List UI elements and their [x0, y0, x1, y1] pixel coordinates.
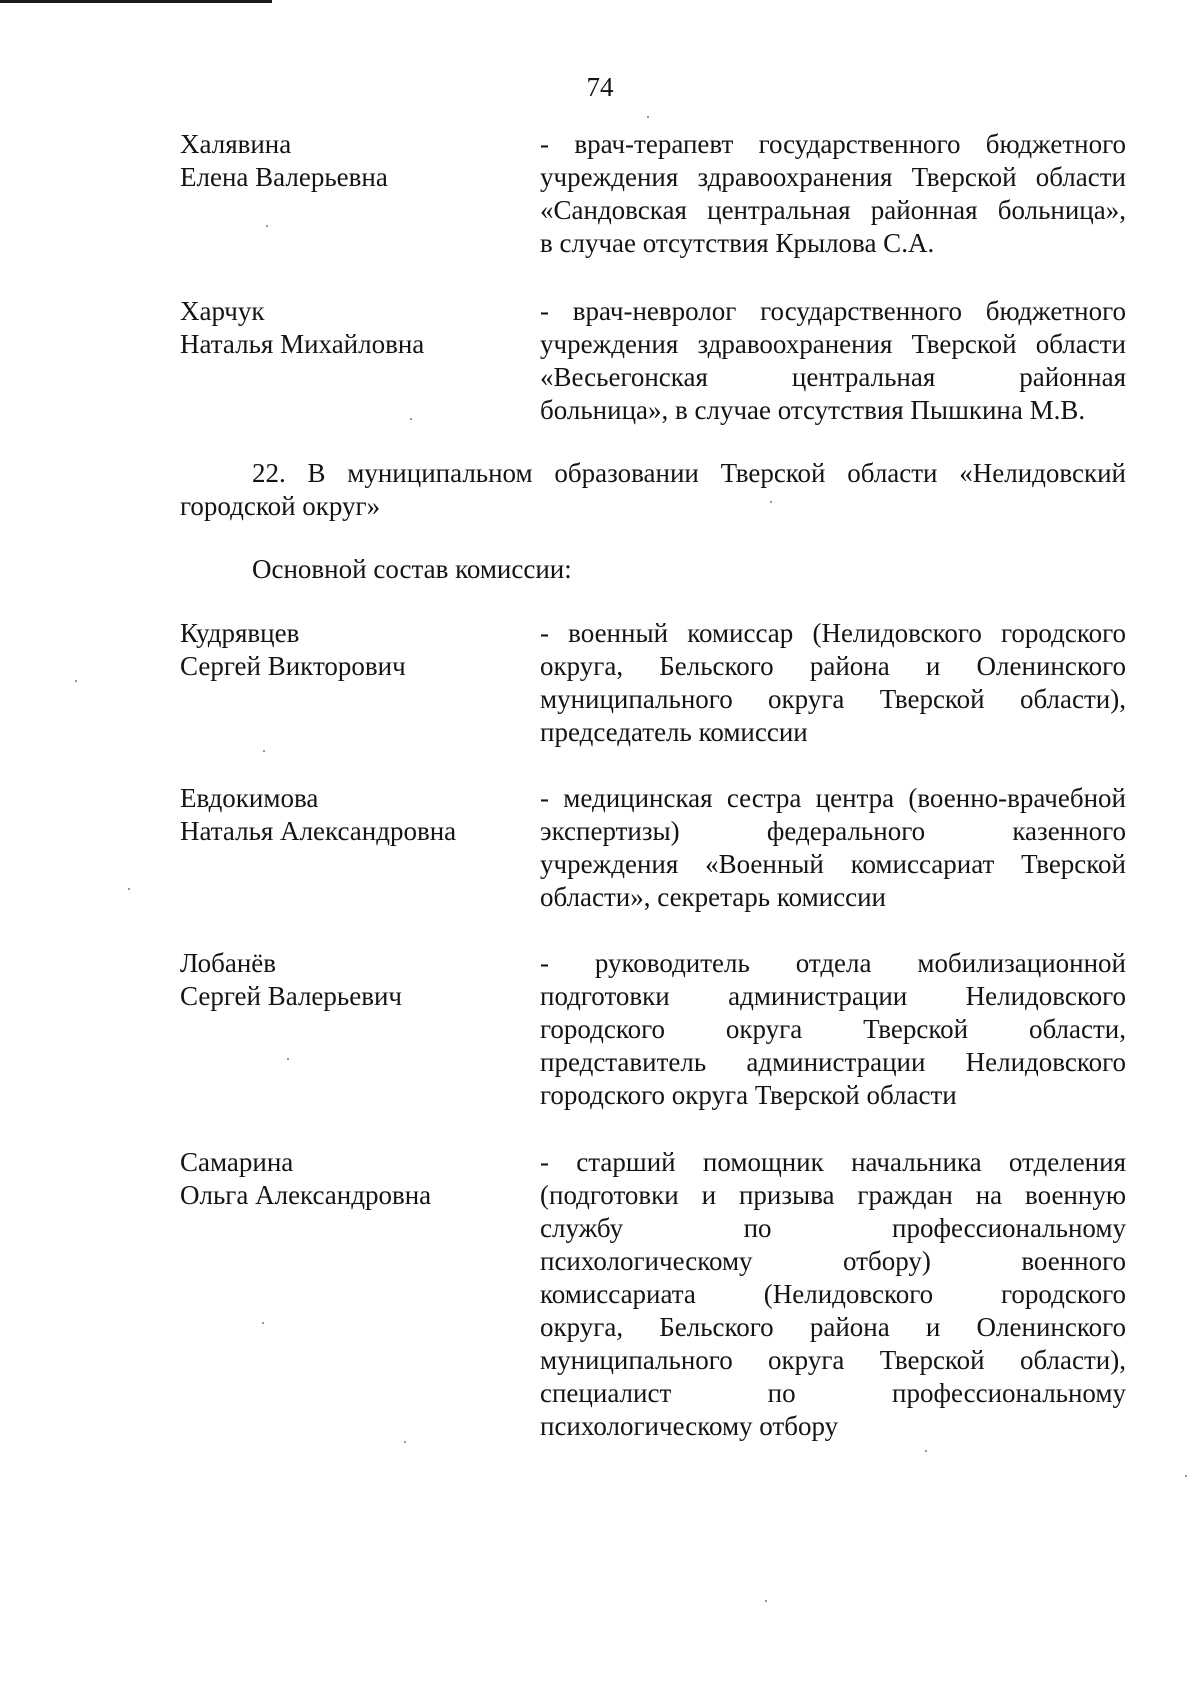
member-name — [180, 128, 388, 194]
member-name — [180, 1146, 431, 1212]
description-line: муниципального округа Тверской области), — [540, 684, 1126, 714]
member-given-names: Наталья Михайловна — [180, 329, 425, 359]
description-line: - руководитель отдела мобилизационной — [540, 948, 1126, 978]
description-line: председатель комиссии — [540, 717, 808, 747]
scan-speck — [770, 501, 772, 503]
description-line: - врач-невролог государственного бюджетного — [540, 296, 1126, 326]
section-heading-line: городской округ» — [180, 491, 381, 521]
member-surname: Кудрявцев — [180, 618, 300, 648]
scan-edge-line — [0, 0, 272, 3]
member-name — [180, 947, 402, 1013]
description-line: подготовки администрации Нелидовского — [540, 981, 1126, 1011]
member-description — [540, 947, 1126, 1112]
member-surname: Лобанёв — [180, 948, 277, 978]
description-line: службу по профессиональному — [540, 1213, 1126, 1243]
member-given-names: Ольга Александровна — [180, 1180, 432, 1210]
member-surname: Самарина — [180, 1147, 294, 1177]
description-line: учреждения здравоохранения Тверской области — [540, 162, 1126, 192]
scan-speck — [410, 418, 412, 420]
description-line: округа, Бельского района и Оленинского — [540, 651, 1126, 681]
description-line: экспертизы) федерального казенного — [540, 816, 1126, 846]
member-name — [180, 295, 424, 361]
description-line: округа, Бельского района и Оленинского — [540, 1312, 1126, 1342]
description-line: «Весьегонская центральная районная — [540, 362, 1126, 392]
description-line: - медицинская сестра центра (военно-врачебной — [540, 783, 1126, 813]
scan-speck — [287, 1058, 289, 1060]
scan-speck — [266, 225, 268, 227]
description-line: представитель администрации Нелидовского — [540, 1047, 1126, 1077]
member-description — [540, 1146, 1126, 1443]
description-line: городского округа Тверской области, — [540, 1014, 1126, 1044]
description-line: учреждения здравоохранения Тверской области — [540, 329, 1126, 359]
description-line: в случае отсутствия Крылова С.А. — [540, 228, 935, 258]
member-given-names: Елена Валерьевна — [180, 162, 388, 192]
section-heading-line: 22. В муниципальном образовании Тверской области «Нелидовский — [252, 458, 1126, 488]
description-line: (подготовки и призыва граждан на военную — [540, 1180, 1126, 1210]
section-heading — [180, 457, 1126, 523]
description-line: - военный комиссар (Нелидовского городского — [540, 618, 1126, 648]
description-line: специалист по профессиональному — [540, 1378, 1126, 1408]
description-line: психологическому отбору — [540, 1411, 839, 1441]
scan-speck — [128, 888, 130, 890]
member-description — [540, 782, 1126, 914]
description-line: комиссариата (Нелидовского городского — [540, 1279, 1126, 1309]
description-line: психологическому отбору) военного — [540, 1246, 1126, 1276]
scan-speck — [925, 1450, 927, 1452]
member-given-names: Наталья Александровна — [180, 816, 457, 846]
commission-subheading: Основной состав комиссии: — [252, 554, 572, 584]
member-surname: Евдокимова — [180, 783, 319, 813]
member-description — [540, 617, 1126, 749]
page-number: 74 — [586, 72, 614, 102]
description-line: учреждения «Военный комиссариат Тверской — [540, 849, 1126, 879]
member-given-names: Сергей Викторович — [180, 651, 406, 681]
description-line: городского округа Тверской области — [540, 1080, 957, 1110]
scan-speck — [75, 680, 77, 682]
member-description — [540, 128, 1126, 260]
member-name — [180, 782, 456, 848]
description-line: - врач-терапевт государственного бюджетного — [540, 129, 1126, 159]
description-line: «Сандовская центральная районная больница», — [540, 195, 1126, 225]
description-line: - старший помощник начальника отделения — [540, 1147, 1126, 1177]
scan-speck — [404, 1441, 406, 1443]
member-given-names: Сергей Валерьевич — [180, 981, 402, 1011]
description-line: муниципального округа Тверской области), — [540, 1345, 1126, 1375]
scan-speck — [263, 750, 265, 752]
member-surname: Харчук — [180, 296, 265, 326]
scan-speck — [1185, 1475, 1187, 1477]
member-name — [180, 617, 406, 683]
scan-speck — [647, 116, 649, 118]
member-description — [540, 295, 1126, 427]
member-surname: Халявина — [180, 129, 292, 159]
scan-speck — [765, 1600, 767, 1602]
description-line: больница», в случае отсутствия Пышкина М.В. — [540, 395, 1086, 425]
description-line: области», секретарь комиссии — [540, 882, 886, 912]
scan-speck — [262, 1322, 264, 1324]
